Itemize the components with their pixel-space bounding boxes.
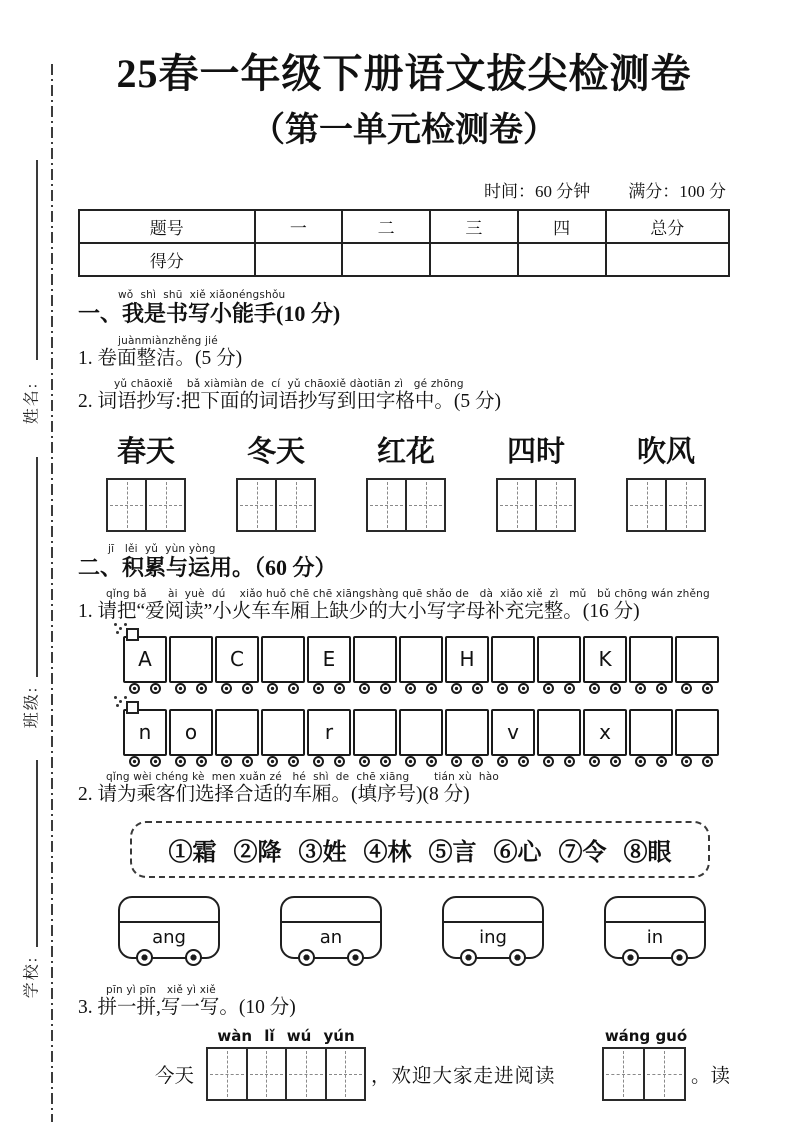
train-car: r xyxy=(307,709,351,756)
train-car-blank[interactable] xyxy=(261,636,305,683)
char-bank-item: ④林 xyxy=(363,840,412,867)
train-car: K xyxy=(583,636,627,683)
score-header-cell: 一 xyxy=(255,210,343,243)
score-input-cell[interactable] xyxy=(606,243,730,276)
exam-subtitle: （第一单元检测卷） xyxy=(251,112,557,149)
bus-label: in xyxy=(646,927,664,949)
fill-sentence-line xyxy=(78,1047,730,1101)
bus-ang[interactable] xyxy=(118,896,220,959)
s1-q1-text: 1. 卷面整洁。(5 分) xyxy=(78,348,243,370)
score-header-cell: 四 xyxy=(518,210,606,243)
section2-heading: 二、积累与运用。（60 分） xyxy=(78,555,337,581)
fill-suffix: 。读 xyxy=(690,1065,730,1087)
char-bank-item: ③姓 xyxy=(298,840,347,867)
seal-solid-line xyxy=(36,457,38,677)
school-label: 学校: xyxy=(23,955,41,999)
train-car-blank[interactable] xyxy=(353,709,397,756)
train-car-blank[interactable] xyxy=(675,636,719,683)
answer-grid-2[interactable] xyxy=(602,1047,686,1101)
answer-grid-4[interactable] xyxy=(206,1047,366,1101)
train-car: E xyxy=(307,636,351,683)
score-header-cell: 三 xyxy=(430,210,518,243)
train-car-blank[interactable] xyxy=(629,636,673,683)
score-table xyxy=(78,209,730,277)
s2-q2-pinyin: qǐng wèi chéng kè men xuǎn zé hé shì de chē xiāng tián xù hào xyxy=(106,770,499,783)
train-car: o xyxy=(169,709,213,756)
train-car: C xyxy=(215,636,259,683)
copy-words-row xyxy=(106,429,706,470)
score-input-cell[interactable] xyxy=(342,243,430,276)
bus-window xyxy=(606,898,704,923)
bus-window xyxy=(120,898,218,923)
copy-word: 冬天 xyxy=(246,436,305,469)
train-car-blank[interactable] xyxy=(537,636,581,683)
bus-ing[interactable] xyxy=(442,896,544,959)
train-car-blank[interactable] xyxy=(491,636,535,683)
train-car-blank[interactable] xyxy=(353,636,397,683)
seal-solid-line xyxy=(36,760,38,947)
train-car-blank[interactable] xyxy=(399,636,443,683)
char-bank-item: ⑦令 xyxy=(558,840,607,867)
copy-word: 红花 xyxy=(376,436,435,469)
score-table-score-row xyxy=(79,243,729,276)
score-row-label: 得分 xyxy=(79,243,255,276)
copy-word: 春天 xyxy=(116,436,175,469)
s2-q1-pinyin: qǐng bǎ ài yuè dú xiǎo huǒ chē chē xiāngshàng quē shǎo de dà xiǎo xiě zì mǔ bǔ chōng wán zhěng xyxy=(106,587,710,600)
char-bank-item: ⑧眼 xyxy=(623,840,672,867)
full-score: 满分：100 分 xyxy=(628,182,726,201)
s1-q2-text: 2. 词语抄写:把下面的词语抄写到田字格中。(5 分) xyxy=(78,390,502,412)
bus-row xyxy=(118,896,706,971)
train-car: H xyxy=(445,636,489,683)
score-table-header-row xyxy=(79,210,729,243)
fill-middle: ，欢迎大家走进阅读 xyxy=(371,1065,556,1087)
class-label: 班级: xyxy=(23,685,41,729)
seal-dashdot-line xyxy=(51,64,53,1122)
bus-window xyxy=(282,898,380,923)
copy-word: 四时 xyxy=(506,436,565,469)
bus-label: ing xyxy=(479,927,507,949)
s2-q3-text: 3. 拼一拼,写一写。(10 分) xyxy=(78,997,296,1019)
section1-heading: 一、我是书写小能手(10 分) xyxy=(78,301,341,327)
train-car-blank[interactable] xyxy=(215,709,259,756)
fill-pinyin-1: wàn lǐ wú yún xyxy=(217,1026,355,1045)
tianzige-grid[interactable] xyxy=(366,478,446,532)
score-header-cell: 二 xyxy=(342,210,430,243)
score-header-cell: 总分 xyxy=(606,210,730,243)
name-label: 姓名: xyxy=(23,381,41,425)
bus-label: an xyxy=(319,927,343,949)
bus-window xyxy=(444,898,542,923)
seal-solid-line xyxy=(36,160,38,360)
s1-q2-pinyin: yǔ chāoxiě bǎ xiàmiàn de cí yǔ chāoxiě dàotiān zì gé zhōng xyxy=(114,377,464,390)
train-uppercase xyxy=(123,636,730,683)
train-car-blank[interactable] xyxy=(261,709,305,756)
score-header-cell: 题号 xyxy=(79,210,255,243)
train-car: A xyxy=(123,636,167,683)
time-limit: 时间：60 分钟 xyxy=(484,182,591,201)
score-input-cell[interactable] xyxy=(518,243,606,276)
char-bank-item: ②降 xyxy=(233,840,282,867)
bus-in[interactable] xyxy=(604,896,706,959)
bus-label: ang xyxy=(152,927,186,949)
s1-q1-pinyin: juànmiànzhěng jié xyxy=(118,335,218,348)
score-input-cell[interactable] xyxy=(255,243,343,276)
train-car: v xyxy=(491,709,535,756)
train-car-blank[interactable] xyxy=(675,709,719,756)
bus-an[interactable] xyxy=(280,896,382,959)
tianzige-grid[interactable] xyxy=(106,478,186,532)
train-car-blank[interactable] xyxy=(537,709,581,756)
train-car-blank[interactable] xyxy=(399,709,443,756)
copy-word: 吹风 xyxy=(636,436,695,469)
train-car: x xyxy=(583,709,627,756)
section2-heading-pinyin: jī lěi yǔ yùn yòng xyxy=(108,543,216,556)
tianzige-grid[interactable] xyxy=(496,478,576,532)
char-bank-item: ⑥心 xyxy=(493,840,542,867)
char-bank-item: ①霜 xyxy=(168,840,217,867)
s2-q2-text: 2. 请为乘客们选择合适的车厢。(填序号)(8 分) xyxy=(78,784,470,805)
train-car-blank[interactable] xyxy=(629,709,673,756)
exam-info xyxy=(78,177,730,202)
tianzige-grid[interactable] xyxy=(626,478,706,532)
score-input-cell[interactable] xyxy=(430,243,518,276)
train-car: n xyxy=(123,709,167,756)
section1-heading-pinyin: wǒ shì shū xiě xiǎonéngshǒu xyxy=(118,289,286,301)
train-car-blank[interactable] xyxy=(169,636,213,683)
exam-title: 25春一年级下册语文拔尖检测卷 xyxy=(116,51,692,96)
train-lowercase xyxy=(123,709,730,756)
char-bank-item: ⑤言 xyxy=(428,840,477,867)
character-bank xyxy=(130,821,710,878)
s2-q1-text: 1. 请把“爱阅读”小火车车厢上缺少的大小写字母补充完整。(16 分) xyxy=(78,600,640,622)
s2-q3-pinyin: pīn yì pīn xiě yì xiě xyxy=(106,984,216,997)
tianzige-grid[interactable] xyxy=(236,478,316,532)
tianzige-grids-row xyxy=(106,478,706,532)
fill-prefix: 今天 xyxy=(155,1065,195,1087)
fill-pinyin-row xyxy=(78,1027,730,1045)
train-car-blank[interactable] xyxy=(445,709,489,756)
fill-pinyin-2: wáng guó xyxy=(604,1026,688,1045)
